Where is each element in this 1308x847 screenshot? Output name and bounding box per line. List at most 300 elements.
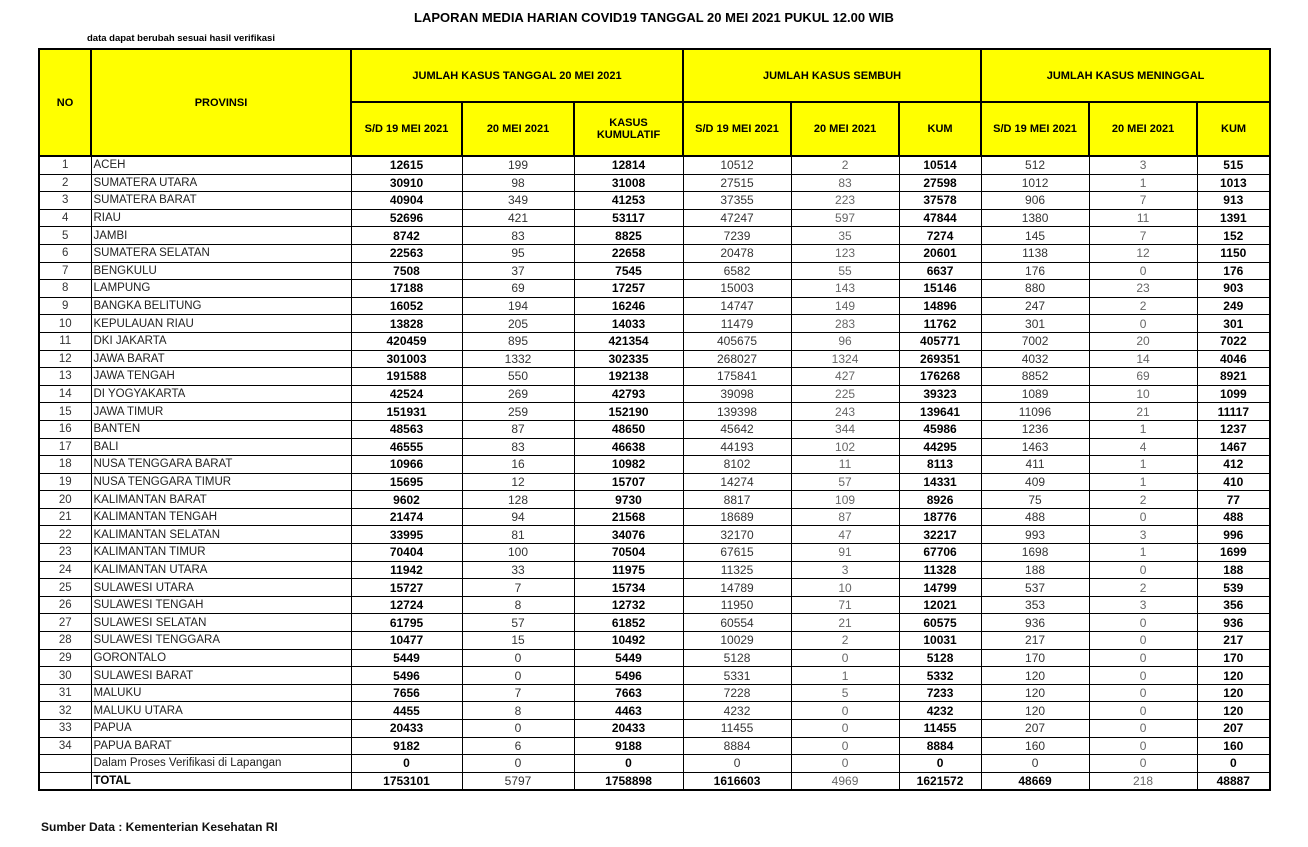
cell-sembuh-kum: 14799 (899, 579, 981, 597)
cell-meninggal-20: 2 (1089, 297, 1197, 315)
header-group-meninggal: JUMLAH KASUS MENINGGAL (981, 49, 1270, 102)
cell-meninggal-20: 1 (1089, 473, 1197, 491)
cell-sembuh-sd19: 4232 (683, 702, 791, 720)
cell-kasus-20: 94 (462, 508, 574, 526)
cell-kasus-20: 98 (462, 174, 574, 192)
cell-no: 23 (39, 544, 91, 562)
cell-meninggal-kum: 120 (1197, 702, 1270, 720)
cell-provinsi: MALUKU UTARA (91, 702, 351, 720)
cell-kasus-kumulatif: 31008 (574, 174, 683, 192)
cell-sembuh-20: 83 (791, 174, 899, 192)
table-row (39, 596, 1270, 614)
cell-meninggal-sd19: 301 (981, 315, 1089, 333)
cell-meninggal-sd19: 7002 (981, 332, 1089, 350)
cell-no: 24 (39, 561, 91, 579)
cell-kasus-20: 259 (462, 403, 574, 421)
cell-sembuh-sd19: 14274 (683, 473, 791, 491)
cell-sembuh-kum: 5128 (899, 649, 981, 667)
cell-sembuh-sd19: 175841 (683, 368, 791, 386)
cell-kasus-sd19: 4455 (351, 702, 462, 720)
header-kasus-sd19: S/D 19 MEI 2021 (351, 102, 462, 156)
cell-sembuh-20: 283 (791, 315, 899, 333)
cell-kasus-sd19: 30910 (351, 174, 462, 192)
cell-sembuh-sd19: 7228 (683, 684, 791, 702)
cell-kasus-20: 69 (462, 280, 574, 298)
cell-sembuh-kum: 6637 (899, 262, 981, 280)
table-row (39, 420, 1270, 438)
table-row (39, 720, 1270, 738)
cell-sembuh-20: 3 (791, 561, 899, 579)
cell-sembuh-sd19: 18689 (683, 508, 791, 526)
cell-meninggal-kum: 207 (1197, 720, 1270, 738)
cell-sembuh-sd19: 60554 (683, 614, 791, 632)
cell-sembuh-20: 11 (791, 456, 899, 474)
table-row (39, 614, 1270, 632)
cell-no: 22 (39, 526, 91, 544)
cell-provinsi: BANGKA BELITUNG (91, 297, 351, 315)
cell-no: 14 (39, 385, 91, 403)
cell-sembuh-sd19: 7239 (683, 227, 791, 245)
cell-provinsi: SUMATERA BARAT (91, 192, 351, 210)
cell-sembuh-sd19: 32170 (683, 526, 791, 544)
cell-kasus-20: 205 (462, 315, 574, 333)
cell-sembuh-kum: 18776 (899, 508, 981, 526)
cell-meninggal-kum: 1099 (1197, 385, 1270, 403)
table-row (39, 244, 1270, 262)
cell-kasus-sd19: 12615 (351, 156, 462, 174)
report-title: LAPORAN MEDIA HARIAN COVID19 TANGGAL 20 MEI 2021 PUKUL 12.00 WIB (414, 10, 894, 25)
cell-meninggal-kum: 539 (1197, 579, 1270, 597)
cell-kasus-20: 7 (462, 684, 574, 702)
cell-no: 11 (39, 332, 91, 350)
cell-kasus-kumulatif: 21568 (574, 508, 683, 526)
cell-meninggal-20: 0 (1089, 667, 1197, 685)
cell-meninggal-20: 1 (1089, 544, 1197, 562)
cell-no: 5 (39, 227, 91, 245)
cell-kasus-sd19: 10477 (351, 632, 462, 650)
cell-sembuh-sd19: 8884 (683, 737, 791, 755)
cell-provinsi: LAMPUNG (91, 280, 351, 298)
cell-meninggal-kum: 410 (1197, 473, 1270, 491)
table-row (39, 491, 1270, 509)
cell-meninggal-20: 21 (1089, 403, 1197, 421)
cell-meninggal-kum: 0 (1197, 755, 1270, 773)
cell-kasus-kumulatif: 10982 (574, 456, 683, 474)
cell-sembuh-sd19: 268027 (683, 350, 791, 368)
table-row (39, 297, 1270, 315)
table-row (39, 526, 1270, 544)
cell-meninggal-sd19: 75 (981, 491, 1089, 509)
cell-kasus-sd19: 40904 (351, 192, 462, 210)
cell-meninggal-sd19: 0 (981, 755, 1089, 773)
table-row (39, 174, 1270, 192)
cell-kasus-kumulatif: 70504 (574, 544, 683, 562)
total-row (39, 772, 1270, 790)
cell-kasus-kumulatif: 12814 (574, 156, 683, 174)
cell-kasus-sd19: 420459 (351, 332, 462, 350)
cell-kasus-sd19: 17188 (351, 280, 462, 298)
cell-no: 9 (39, 297, 91, 315)
cell-meninggal-kum: 160 (1197, 737, 1270, 755)
cell-provinsi: MALUKU (91, 684, 351, 702)
cell-kasus-20: 194 (462, 297, 574, 315)
cell-no: 17 (39, 438, 91, 456)
cell-meninggal-kum: 170 (1197, 649, 1270, 667)
cell-sembuh-sd19: 11325 (683, 561, 791, 579)
cell-kasus-kumulatif: 16246 (574, 297, 683, 315)
cell-meninggal-20: 3 (1089, 526, 1197, 544)
cell-kasus-sd19: 52696 (351, 209, 462, 227)
cell-kasus-20: 37 (462, 262, 574, 280)
cell-sembuh-20: 55 (791, 262, 899, 280)
cell-kasus-sd19: 0 (351, 755, 462, 773)
cell-kasus-20: 15 (462, 632, 574, 650)
cell-provinsi: PAPUA (91, 720, 351, 738)
cell-kasus-kumulatif: 48650 (574, 420, 683, 438)
cell-sembuh-20: 109 (791, 491, 899, 509)
cell-sembuh-kum: 5332 (899, 667, 981, 685)
cell-meninggal-sd19: 1089 (981, 385, 1089, 403)
cell-kasus-kumulatif: 421354 (574, 332, 683, 350)
cell-meninggal-sd19: 8852 (981, 368, 1089, 386)
cell-meninggal-kum: 936 (1197, 614, 1270, 632)
table-row (39, 561, 1270, 579)
cell-meninggal-20: 0 (1089, 632, 1197, 650)
table-row (39, 755, 1270, 773)
cell-meninggal-kum: 217 (1197, 632, 1270, 650)
cell-kasus-20: 95 (462, 244, 574, 262)
cell-kasus-20: 83 (462, 227, 574, 245)
cell-sembuh-20: 102 (791, 438, 899, 456)
cell-no: 26 (39, 596, 91, 614)
cell-kasus-kumulatif: 7545 (574, 262, 683, 280)
cell-provinsi: KALIMANTAN TENGAH (91, 508, 351, 526)
header-kasus-kumulatif: KASUS KUMULATIF (574, 102, 683, 156)
cell-kasus-20: 57 (462, 614, 574, 632)
cell-sembuh-kum: 11762 (899, 315, 981, 333)
cell-kasus-20: 33 (462, 561, 574, 579)
cell-kasus-kumulatif: 9730 (574, 491, 683, 509)
cell-no: 25 (39, 579, 91, 597)
table-row (39, 508, 1270, 526)
cell-sembuh-sd19: 1616603 (683, 772, 791, 790)
cell-kasus-kumulatif: 17257 (574, 280, 683, 298)
header-sembuh-sd19: S/D 19 MEI 2021 (683, 102, 791, 156)
cell-meninggal-kum: 4046 (1197, 350, 1270, 368)
cell-meninggal-kum: 11117 (1197, 403, 1270, 421)
cell-sembuh-kum: 10031 (899, 632, 981, 650)
cell-sembuh-20: 0 (791, 649, 899, 667)
cell-no: 27 (39, 614, 91, 632)
cell-sembuh-20: 35 (791, 227, 899, 245)
cell-meninggal-kum: 176 (1197, 262, 1270, 280)
cell-kasus-sd19: 70404 (351, 544, 462, 562)
cell-provinsi: KEPULAUAN RIAU (91, 315, 351, 333)
cell-sembuh-sd19: 44193 (683, 438, 791, 456)
cell-kasus-20: 0 (462, 667, 574, 685)
cell-kasus-kumulatif: 152190 (574, 403, 683, 421)
cell-provinsi: SULAWESI SELATAN (91, 614, 351, 632)
cell-sembuh-sd19: 11455 (683, 720, 791, 738)
cell-kasus-20: 1332 (462, 350, 574, 368)
cell-meninggal-sd19: 120 (981, 667, 1089, 685)
cell-sembuh-sd19: 39098 (683, 385, 791, 403)
cell-meninggal-kum: 77 (1197, 491, 1270, 509)
cell-provinsi: BALI (91, 438, 351, 456)
cell-sembuh-20: 47 (791, 526, 899, 544)
cell-kasus-kumulatif: 5449 (574, 649, 683, 667)
cell-meninggal-kum: 249 (1197, 297, 1270, 315)
cell-kasus-20: 199 (462, 156, 574, 174)
header-sembuh-20: 20 MEI 2021 (791, 102, 899, 156)
cell-no: 8 (39, 280, 91, 298)
cell-meninggal-sd19: 1463 (981, 438, 1089, 456)
cell-meninggal-20: 2 (1089, 579, 1197, 597)
cell-kasus-kumulatif: 15734 (574, 579, 683, 597)
cell-kasus-20: 895 (462, 332, 574, 350)
cell-sembuh-20: 71 (791, 596, 899, 614)
cell-sembuh-kum: 45986 (899, 420, 981, 438)
cell-provinsi: JAWA TENGAH (91, 368, 351, 386)
cell-provinsi: BANTEN (91, 420, 351, 438)
cell-meninggal-20: 3 (1089, 596, 1197, 614)
cell-sembuh-kum: 8926 (899, 491, 981, 509)
cell-meninggal-sd19: 537 (981, 579, 1089, 597)
cell-meninggal-sd19: 409 (981, 473, 1089, 491)
cell-kasus-20: 87 (462, 420, 574, 438)
cell-kasus-20: 16 (462, 456, 574, 474)
cell-meninggal-kum: 8921 (1197, 368, 1270, 386)
cell-kasus-kumulatif: 20433 (574, 720, 683, 738)
cell-sembuh-sd19: 10512 (683, 156, 791, 174)
cell-no: 13 (39, 368, 91, 386)
cell-meninggal-20: 2 (1089, 491, 1197, 509)
cell-kasus-20: 269 (462, 385, 574, 403)
table-row (39, 332, 1270, 350)
cell-kasus-20: 550 (462, 368, 574, 386)
cell-meninggal-20: 11 (1089, 209, 1197, 227)
table-row (39, 737, 1270, 755)
cell-kasus-kumulatif: 10492 (574, 632, 683, 650)
header-sembuh-kum: KUM (899, 102, 981, 156)
cell-meninggal-kum: 1013 (1197, 174, 1270, 192)
cell-provinsi: KALIMANTAN BARAT (91, 491, 351, 509)
cell-provinsi: TOTAL (91, 772, 351, 790)
cell-provinsi: SULAWESI UTARA (91, 579, 351, 597)
cell-kasus-sd19: 5496 (351, 667, 462, 685)
cell-sembuh-sd19: 37355 (683, 192, 791, 210)
cell-sembuh-sd19: 10029 (683, 632, 791, 650)
cell-kasus-20: 349 (462, 192, 574, 210)
cell-meninggal-kum: 412 (1197, 456, 1270, 474)
cell-kasus-sd19: 9182 (351, 737, 462, 755)
cell-kasus-sd19: 11942 (351, 561, 462, 579)
cell-kasus-sd19: 61795 (351, 614, 462, 632)
cell-sembuh-sd19: 14789 (683, 579, 791, 597)
header-group-kasus: JUMLAH KASUS TANGGAL 20 MEI 2021 (351, 49, 683, 102)
cell-kasus-sd19: 191588 (351, 368, 462, 386)
cell-meninggal-kum: 996 (1197, 526, 1270, 544)
cell-meninggal-sd19: 488 (981, 508, 1089, 526)
table-row (39, 227, 1270, 245)
cell-sembuh-kum: 7233 (899, 684, 981, 702)
cell-provinsi: JAWA TIMUR (91, 403, 351, 421)
cell-meninggal-kum: 1699 (1197, 544, 1270, 562)
cell-sembuh-20: 2 (791, 632, 899, 650)
cell-sembuh-kum: 47844 (899, 209, 981, 227)
cell-sembuh-kum: 4232 (899, 702, 981, 720)
cell-kasus-20: 83 (462, 438, 574, 456)
cell-provinsi: DKI JAKARTA (91, 332, 351, 350)
cell-sembuh-sd19: 8817 (683, 491, 791, 509)
cell-meninggal-sd19: 1236 (981, 420, 1089, 438)
cell-kasus-20: 7 (462, 579, 574, 597)
cell-meninggal-sd19: 1698 (981, 544, 1089, 562)
cell-no: 19 (39, 473, 91, 491)
cell-kasus-kumulatif: 5496 (574, 667, 683, 685)
cell-meninggal-20: 3 (1089, 156, 1197, 174)
cell-kasus-20: 8 (462, 702, 574, 720)
cell-meninggal-20: 0 (1089, 702, 1197, 720)
cell-sembuh-20: 223 (791, 192, 899, 210)
cell-meninggal-20: 1 (1089, 174, 1197, 192)
cell-meninggal-sd19: 411 (981, 456, 1089, 474)
table-body (39, 156, 1270, 790)
data-source-note: Sumber Data : Kementerian Kesehatan RI (41, 820, 278, 834)
cell-sembuh-kum: 20601 (899, 244, 981, 262)
cell-kasus-kumulatif: 14033 (574, 315, 683, 333)
cell-provinsi: PAPUA BARAT (91, 737, 351, 755)
cell-meninggal-sd19: 512 (981, 156, 1089, 174)
cell-meninggal-20: 1 (1089, 456, 1197, 474)
cell-sembuh-kum: 27598 (899, 174, 981, 192)
cell-meninggal-sd19: 936 (981, 614, 1089, 632)
cell-meninggal-20: 0 (1089, 684, 1197, 702)
cell-sembuh-sd19: 47247 (683, 209, 791, 227)
cell-meninggal-sd19: 993 (981, 526, 1089, 544)
cell-sembuh-20: 0 (791, 755, 899, 773)
cell-sembuh-kum: 11455 (899, 720, 981, 738)
cell-meninggal-sd19: 48669 (981, 772, 1089, 790)
cell-sembuh-20: 1 (791, 667, 899, 685)
cell-no: 33 (39, 720, 91, 738)
cell-kasus-kumulatif: 34076 (574, 526, 683, 544)
cell-sembuh-kum: 44295 (899, 438, 981, 456)
cell-kasus-sd19: 42524 (351, 385, 462, 403)
table-row (39, 579, 1270, 597)
cell-sembuh-sd19: 5128 (683, 649, 791, 667)
cell-meninggal-20: 69 (1089, 368, 1197, 386)
cell-meninggal-20: 0 (1089, 737, 1197, 755)
table-row (39, 280, 1270, 298)
cell-meninggal-kum: 301 (1197, 315, 1270, 333)
cell-meninggal-kum: 1150 (1197, 244, 1270, 262)
cell-sembuh-20: 123 (791, 244, 899, 262)
cell-meninggal-kum: 515 (1197, 156, 1270, 174)
cell-sembuh-20: 243 (791, 403, 899, 421)
cell-meninggal-sd19: 4032 (981, 350, 1089, 368)
cell-sembuh-kum: 0 (899, 755, 981, 773)
cell-kasus-20: 100 (462, 544, 574, 562)
cell-kasus-sd19: 15727 (351, 579, 462, 597)
cell-kasus-20: 421 (462, 209, 574, 227)
cell-sembuh-kum: 269351 (899, 350, 981, 368)
cell-meninggal-sd19: 1138 (981, 244, 1089, 262)
cell-kasus-sd19: 151931 (351, 403, 462, 421)
cell-provinsi: SUMATERA SELATAN (91, 244, 351, 262)
cell-sembuh-kum: 139641 (899, 403, 981, 421)
cell-sembuh-20: 149 (791, 297, 899, 315)
cell-meninggal-20: 23 (1089, 280, 1197, 298)
cell-kasus-20: 0 (462, 649, 574, 667)
cell-meninggal-kum: 356 (1197, 596, 1270, 614)
cell-kasus-kumulatif: 22658 (574, 244, 683, 262)
cell-no: 16 (39, 420, 91, 438)
cell-meninggal-kum: 1391 (1197, 209, 1270, 227)
cell-meninggal-sd19: 176 (981, 262, 1089, 280)
cell-kasus-kumulatif: 42793 (574, 385, 683, 403)
table-row (39, 315, 1270, 333)
cell-provinsi: NUSA TENGGARA BARAT (91, 456, 351, 474)
header-meninggal-sd19: S/D 19 MEI 2021 (981, 102, 1089, 156)
cell-meninggal-20: 0 (1089, 561, 1197, 579)
cell-sembuh-sd19: 11950 (683, 596, 791, 614)
cell-kasus-kumulatif: 4463 (574, 702, 683, 720)
cell-sembuh-sd19: 15003 (683, 280, 791, 298)
cell-meninggal-sd19: 120 (981, 684, 1089, 702)
table-row (39, 544, 1270, 562)
cell-meninggal-20: 10 (1089, 385, 1197, 403)
cell-no: 20 (39, 491, 91, 509)
cell-sembuh-kum: 8884 (899, 737, 981, 755)
cell-no: 15 (39, 403, 91, 421)
table-row (39, 350, 1270, 368)
cell-meninggal-kum: 488 (1197, 508, 1270, 526)
cell-sembuh-sd19: 8102 (683, 456, 791, 474)
table-row (39, 368, 1270, 386)
cell-meninggal-sd19: 1380 (981, 209, 1089, 227)
cell-meninggal-kum: 913 (1197, 192, 1270, 210)
cell-sembuh-20: 57 (791, 473, 899, 491)
table-row (39, 403, 1270, 421)
cell-no: 12 (39, 350, 91, 368)
cell-provinsi: Dalam Proses Verifikasi di Lapangan (91, 755, 351, 773)
cell-kasus-sd19: 48563 (351, 420, 462, 438)
cell-meninggal-20: 0 (1089, 720, 1197, 738)
cell-kasus-sd19: 20433 (351, 720, 462, 738)
cell-sembuh-kum: 15146 (899, 280, 981, 298)
cell-meninggal-sd19: 188 (981, 561, 1089, 579)
cell-no: 3 (39, 192, 91, 210)
cell-sembuh-20: 597 (791, 209, 899, 227)
cell-meninggal-kum: 152 (1197, 227, 1270, 245)
table-row (39, 209, 1270, 227)
cell-sembuh-20: 21 (791, 614, 899, 632)
cell-sembuh-20: 1324 (791, 350, 899, 368)
header-meninggal-kum: KUM (1197, 102, 1270, 156)
cell-sembuh-20: 0 (791, 702, 899, 720)
cell-sembuh-sd19: 139398 (683, 403, 791, 421)
cell-meninggal-sd19: 145 (981, 227, 1089, 245)
cell-kasus-sd19: 22563 (351, 244, 462, 262)
cell-meninggal-sd19: 880 (981, 280, 1089, 298)
cell-kasus-20: 0 (462, 755, 574, 773)
covid-report-table (38, 48, 1271, 791)
cell-sembuh-20: 10 (791, 579, 899, 597)
cell-kasus-kumulatif: 53117 (574, 209, 683, 227)
cell-sembuh-sd19: 20478 (683, 244, 791, 262)
cell-meninggal-20: 12 (1089, 244, 1197, 262)
